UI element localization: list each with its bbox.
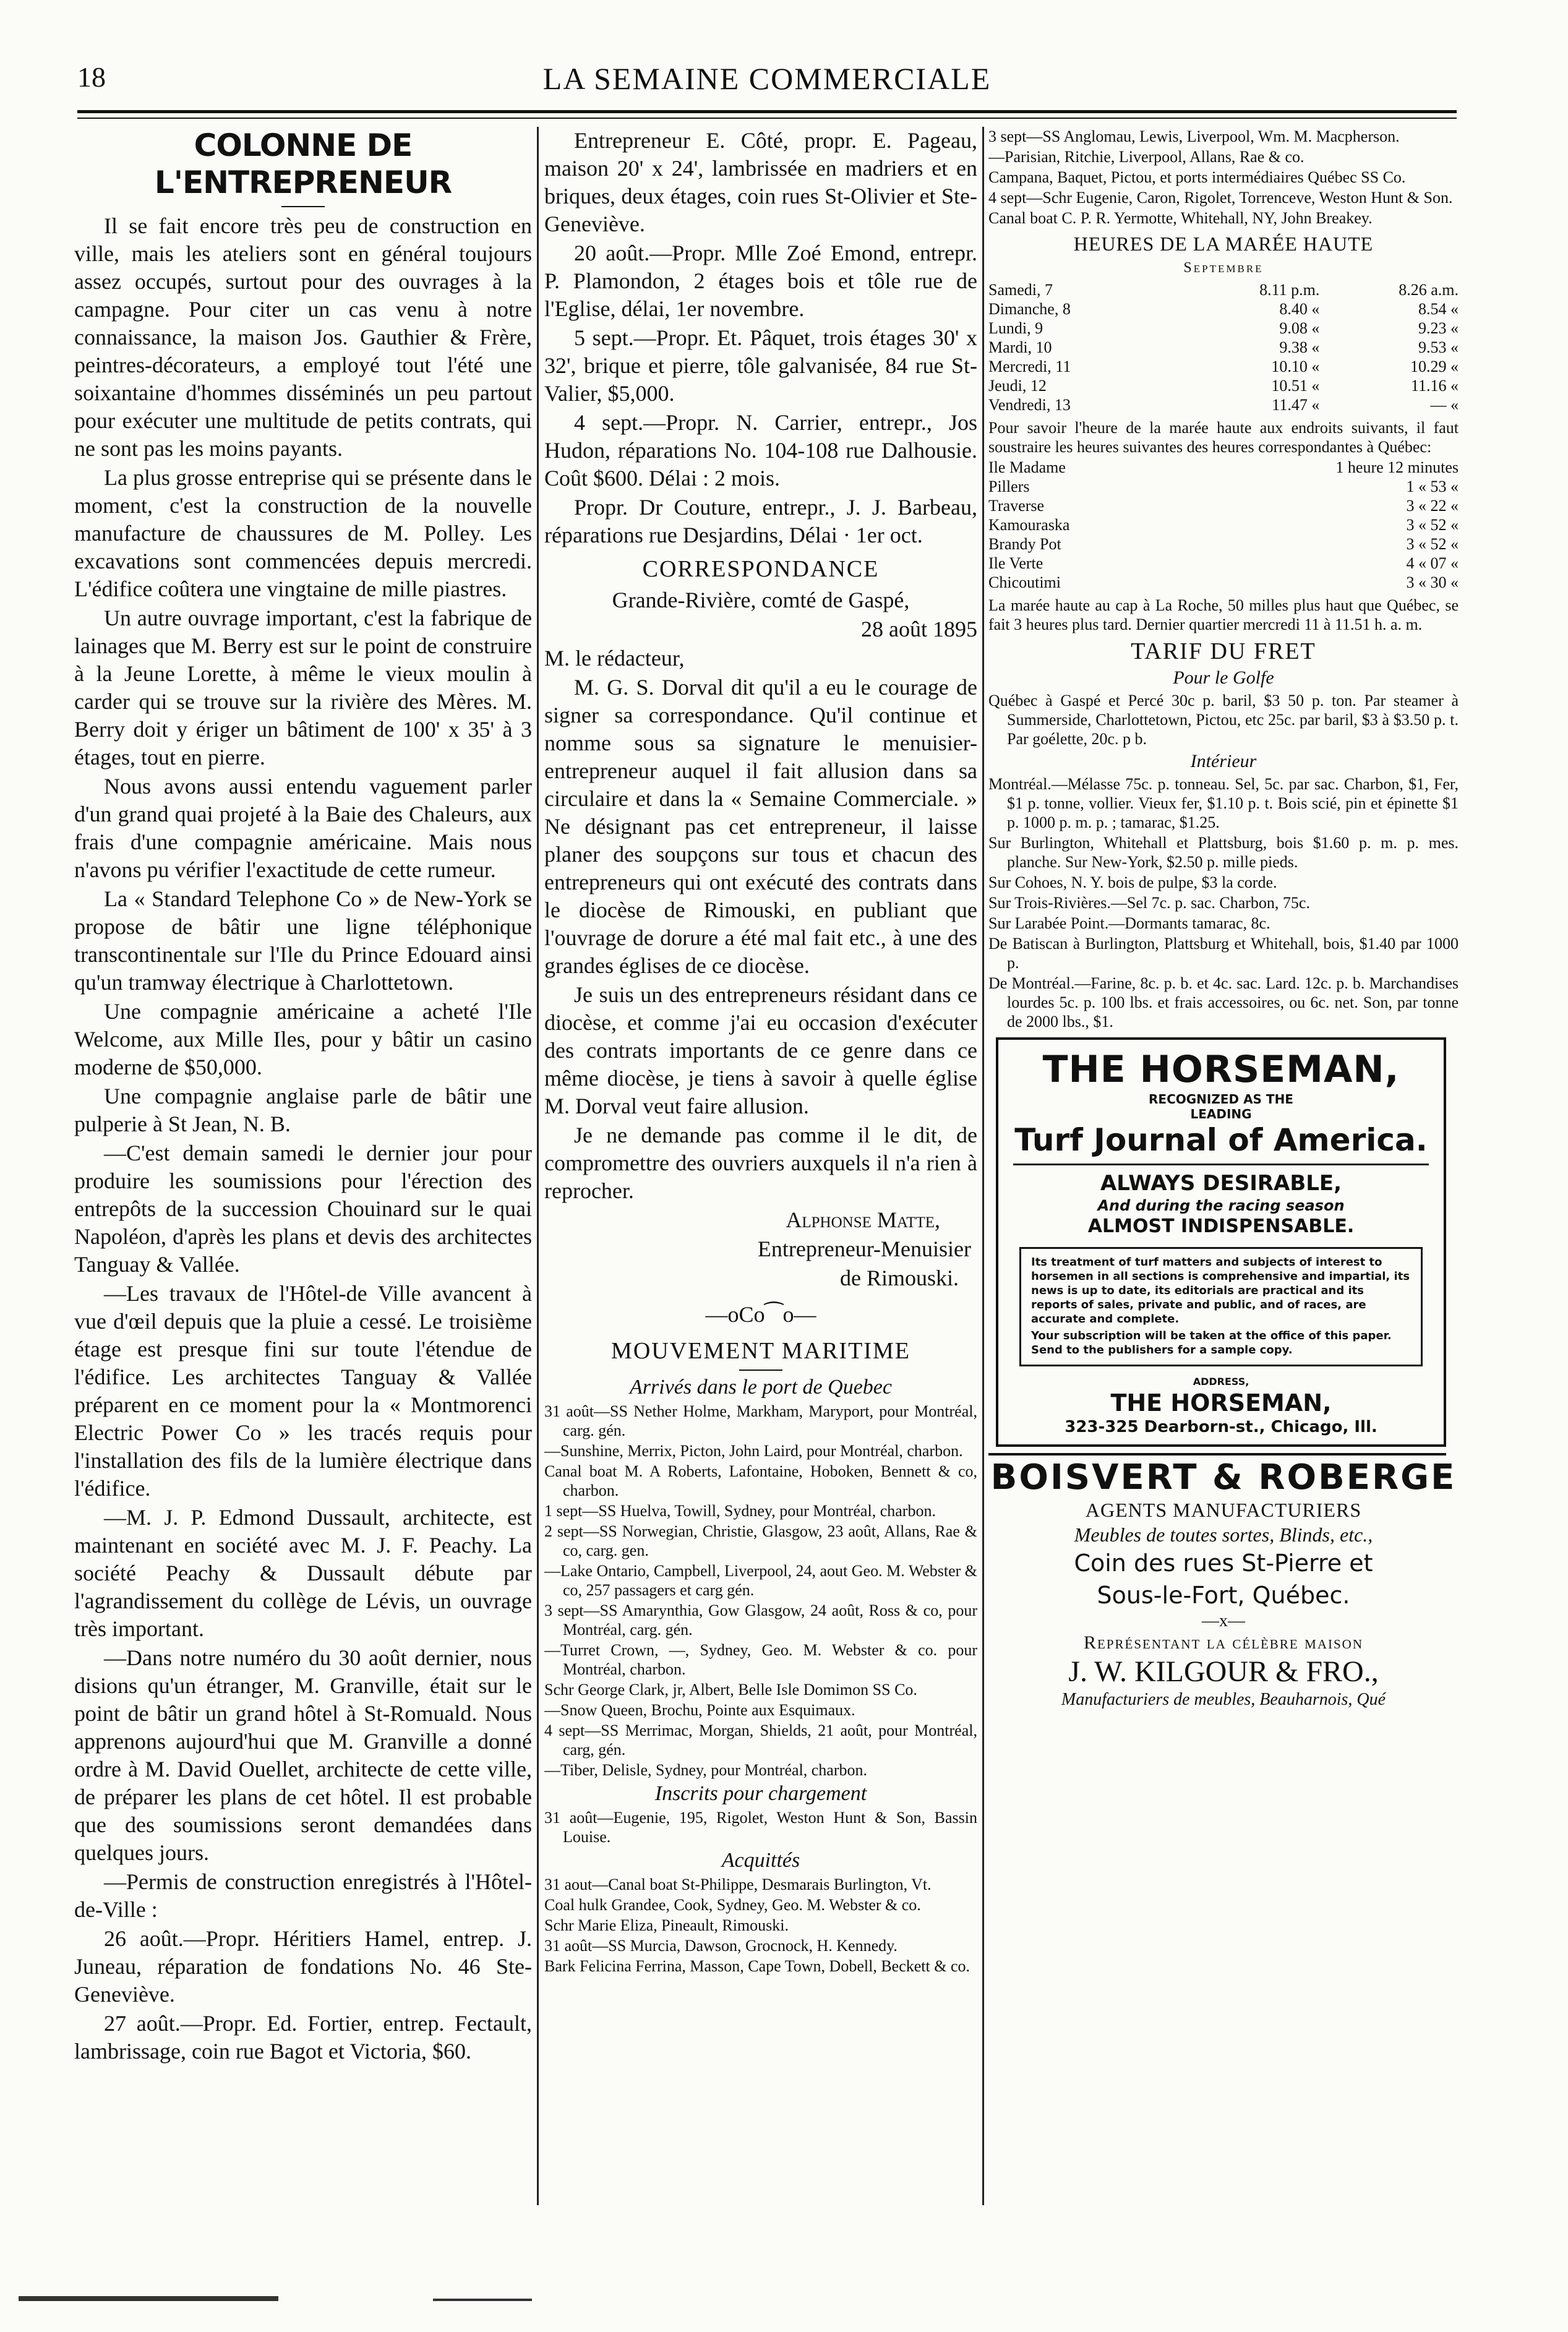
freight-golfe: [988, 691, 1459, 748]
freight-entry: Québec à Gaspé et Percé 30c p. baril, $3 50 p. ton. Par steamer à Summerside, Charlottetown, Pictou, etc 25c. par baril, $3 à $3.50 p. t. Par goélette, 20c. p b.: [988, 692, 1459, 748]
paragraph: —Dans notre numéro du 30 août dernier, nous disions qu'un étranger, M. Granville, était sur le point de bâtir un grand hôtel à St-Romuald. Nous apprenons aujourd'hui que M. Granville a donné ordre à M. David Ouellet, architecte de cette ville, de préparer les plans de cet hôtel. Il est probable que des soumissions seront demandées dans quelques jours.: [74, 1645, 532, 1865]
ad-text: ALWAYS DESIRABLE,: [1100, 1171, 1342, 1196]
table-cell: Brandy Pot: [988, 535, 1061, 553]
section-heading: TARIF DU FRET: [1131, 638, 1316, 664]
permit-entry: Propr. Dr Couture, entrepr., J. J. Barbeau, réparations rue Desjardins, Délai · 1er oct.: [544, 495, 977, 547]
ad-text: Meubles de toutes sortes, Blinds, etc.,: [1074, 1524, 1373, 1546]
subsection-heading: Inscrits pour chargement: [654, 1782, 867, 1805]
ad-title: THE HORSEMAN,: [1042, 1048, 1400, 1091]
shipping-entry: Canal boat C. P. R. Yermotte, Whitehall, NY, John Breakey.: [988, 209, 1373, 227]
letter-signature-title: Entrepreneur-Menuisier: [757, 1237, 971, 1261]
shipping-entry: 31 août—SS Murcia, Dawson, Grocnock, H. Kennedy.: [544, 1937, 898, 1955]
table-row: [988, 477, 1459, 496]
letter-salutation: M. le rédacteur,: [544, 646, 685, 671]
shipping-entry: Campana, Baquet, Pictou, et ports intermédiaires Québec SS Co.: [988, 168, 1406, 186]
header-rule: [77, 110, 1457, 113]
letter-signature: Alphonse Matte,: [786, 1207, 940, 1232]
shipping-entry: Coal hulk Grandee, Cook, Sydney, Geo. M. Webster & co.: [544, 1896, 921, 1914]
table-cell: 11.47 «: [1272, 396, 1320, 414]
permit-entry: 5 sept.—Propr. Et. Pâquet, trois étages 30' x 32', brique et pierre, tôle galvanisée, 84 rue St-Valier, $5,000.: [544, 325, 977, 406]
permit-entry: Entrepreneur E. Côté, propr. E. Pageau, maison 20' x 24', lambrissée en madriers et en briques, deux étages, coin rues St-Olivier et Ste-Geneviève.: [544, 128, 977, 236]
table-cell: Lundi, 9: [988, 319, 1043, 337]
departures-list: [988, 127, 1459, 228]
tide-month: Septembre: [1183, 260, 1264, 276]
table-cell: Pillers: [988, 478, 1030, 495]
ad-address-label: ADDRESS,: [1193, 1376, 1249, 1387]
subsection-heading: Pour le Golfe: [1173, 667, 1274, 688]
shipping-entry: 31 août—Eugenie, 195, Rigolet, Weston Hunt & Son, Bassin Louise.: [544, 1809, 977, 1846]
ad-text: LEADING: [1190, 1107, 1252, 1121]
tide-note: Pour savoir l'heure de la marée haute aux endroits suivants, il faut soustraire les heures suivantes des heures correspondantes à Québec:: [988, 419, 1459, 456]
table-cell: 9.08 «: [1279, 319, 1320, 337]
ad-title: BOISVERT & ROBERGE: [990, 1457, 1457, 1498]
newspaper-title: LA SEMAINE COMMERCIALE: [542, 61, 992, 96]
tide-footer: La marée haute au cap à La Roche, 50 milles plus haut que Québec, se fait 3 heures plus tard. Dernier quartier mercredi 11 à 11.51 h. a. m.: [988, 596, 1459, 633]
table-cell: 1 « 53 «: [1406, 478, 1459, 495]
shipping-entry: 4 sept—SS Merrimac, Morgan, Shields, 21 août, pour Montréal, carg, gén.: [544, 1721, 977, 1759]
shipping-entry: 3 sept—SS Anglomau, Lewis, Liverpool, Wm. M. Macpherson.: [988, 127, 1400, 145]
ornament: —x—: [1202, 1611, 1245, 1631]
table-cell: 3 « 52 «: [1406, 516, 1459, 534]
tide-table: [988, 280, 1459, 414]
column-divider: [537, 127, 539, 2205]
divider: [281, 206, 325, 207]
table-row: [988, 458, 1459, 477]
paragraph: La « Standard Telephone Co » de New-York se propose de bâtir une ligne téléphonique transcontinentale sur l'Ile du Prince Edouard ainsi qu'un tramway électrique à Charlottetown.: [74, 886, 532, 995]
freight-entry: Montréal.—Mélasse 75c. p. tonneau. Sel, 5c. par sac. Charbon, $1, Fer, $1 p. tonne, vollier. Vieux fer, $1.10 p. t. Bois scié, pin et épinette $1 p. 1000 p. m. p. ; tamarac, $1.25.: [988, 775, 1459, 831]
column-left: [74, 127, 532, 2205]
table-cell: Samedi, 7: [988, 281, 1053, 299]
paragraph: Nous avons aussi entendu vaguement parler d'un grand quai projeté à la Baie des Chaleurs, aux frais d'une compagnie américaine. Mais nous n'avons pu vérifier l'exactitude de cette rumeur.: [74, 774, 532, 882]
paragraph: Une compagnie anglaise parle de bâtir une pulperie à St Jean, N. B.: [74, 1084, 532, 1136]
table-cell: 10.10 «: [1271, 358, 1320, 375]
table-row: [988, 357, 1459, 376]
paragraph: M. G. S. Dorval dit qu'il a eu le courage de signer sa correspondance. Qu'il continue et nomme sous sa signature le menuisier-entrepreneur auquel il fait allusion dans sa circulaire et dans la « Semaine Commerciale. » Ne désignant pas cet entrepreneur, il laisse planer des soupçons sur tous et chacun des entrepreneurs qui ont exécuté des contrats dans le diocèse de Rimouski, en publiant que l'ouvrage de dorure a été mal fait etc., à une des grandes églises de ce diocèse.: [544, 675, 977, 978]
table-row: [988, 496, 1459, 515]
horseman-advertisement: [996, 1037, 1446, 1447]
ad-publisher-name: THE HORSEMAN,: [1110, 1389, 1332, 1417]
letter-signature-place: de Rimouski.: [839, 1266, 959, 1290]
permit-entry: 20 août.—Propr. Mlle Zoé Emond, entrepr. P. Plamondon, 2 étages bois et tôle rue de l'Eglise, délai, 1er novembre.: [544, 241, 977, 321]
ad-text: RECOGNIZED AS THE: [1149, 1092, 1293, 1107]
shipping-entry: —Tiber, Delisle, Sydney, pour Montréal, charbon.: [544, 1761, 868, 1779]
freight-entry: De Montréal.—Farine, 8c. p. b. et 4c. sac. Lard. 12c. p. b. Marchandises lourdes 5c. p. 100 lbs. et frais accessoires, ou 6c. net. Son, par tonne de 2000 lbs., $1.: [988, 974, 1459, 1031]
tide-heading: HEURES DE LA MARÉE HAUTE: [1073, 233, 1374, 255]
arrivals-list: [544, 1402, 977, 1780]
page-header: [77, 54, 1457, 104]
header-rule-thin: [77, 118, 1457, 119]
ad-subtitle: Turf Journal of America.: [1014, 1122, 1428, 1158]
table-cell: 4 « 07 «: [1406, 554, 1459, 572]
ad-subtitle: AGENTS MANUFACTURIERS: [1085, 1499, 1362, 1521]
freight-interieur: [988, 774, 1459, 1031]
column-middle: [544, 127, 977, 2205]
table-cell: 3 « 30 «: [1406, 573, 1459, 591]
table-row: [988, 515, 1459, 534]
freight-entry: Sur Cohoes, N. Y. bois de pulpe, $3 la corde.: [988, 873, 1277, 891]
section-heading: MOUVEMENT MARITIME: [611, 1338, 910, 1364]
table-cell: Mardi, 10: [988, 338, 1052, 356]
shipping-entry: Schr Marie Eliza, Pineault, Rimouski.: [544, 1916, 789, 1934]
table-cell: 11.16 «: [1410, 377, 1459, 395]
table-cell: 10.29 «: [1410, 358, 1459, 375]
table-cell: 9.23 «: [1418, 319, 1459, 337]
ad-address-line: Coin des rues St-Pierre et: [1074, 1550, 1373, 1577]
ad-address-line: Sous-le-Fort, Québec.: [1097, 1582, 1350, 1609]
shipping-entry: 1 sept—SS Huelva, Towill, Sydney, pour Montréal, charbon.: [544, 1502, 936, 1520]
table-row: [988, 554, 1459, 573]
shipping-entry: Bark Felicina Ferrina, Masson, Cape Town, Dobell, Beckett & co.: [544, 1957, 970, 1975]
scan-artifact: [433, 2299, 532, 2301]
table-row: [988, 573, 1459, 592]
shipping-entry: 31 aout—Canal boat St-Philippe, Desmarais Burlington, Vt.: [544, 1875, 932, 1893]
cleared-list: [544, 1875, 977, 1976]
paragraph: —M. J. P. Edmond Dussault, architecte, est maintenant en société avec M. J. F. Peachy. La société Peachy & Dussault débute par l'agrandissement du collège de Lévis, un ouvrage très important.: [74, 1505, 532, 1641]
section-heading: CORRESPONDANCE: [642, 556, 880, 582]
subsection-heading: Acquittés: [721, 1849, 800, 1872]
freight-entry: De Batiscan à Burlington, Plattsburg et Whitehall, bois, $1.40 par 1000 p.: [988, 935, 1459, 972]
subsection-heading: Intérieur: [1190, 751, 1257, 771]
loading-list: [544, 1808, 977, 1846]
shipping-entry: Canal boat M. A Roberts, Lafontaine, Hoboken, Bennett & co, charbon.: [544, 1462, 977, 1499]
table-cell: 1 heure 12 minutes: [1335, 458, 1459, 476]
ad-text: And during the racing season: [1097, 1197, 1345, 1214]
column-divider: [982, 127, 984, 2205]
paragraph: Un autre ouvrage important, c'est la fabrique de lainages que M. Berry est sur le point de construire à la Jeune Lorette, à même le vieux moulin à carder qui se trouve sur la rivière des Mères. M. Berry doit y ériger un bâtiment de 100' x 35' à 3 étages, tout en pierre.: [74, 606, 532, 769]
permit-list: [544, 127, 977, 549]
freight-entry: Sur Burlington, Whitehall et Plattsburg, bois $1.60 p. m. p. mes. planche. Sur New-York, $2.50 p. mille pieds.: [988, 834, 1459, 871]
table-cell: Ile Madame: [988, 458, 1066, 476]
paragraph: —Permis de construction enregistrés à l'Hôtel-de-Ville :: [74, 1869, 532, 1922]
table-row: [988, 534, 1459, 554]
shipping-entry: 4 sept—Schr Eugenie, Caron, Rigolet, Torrenceve, Weston Hunt & Son.: [988, 189, 1453, 207]
column-right: [988, 127, 1459, 2205]
freight-entry: Sur Trois-Rivières.—Sel 7c. p. sac. Charbon, 75c.: [988, 894, 1310, 912]
paragraph: —Les travaux de l'Hôtel-de Ville avancent à vue d'œil depuis que la pluie a cessé. Le troisième étage est presque fini sur toute l'étendue de l'édifice. Les architectes Tanguay & Vallée préparent en ce moment pour la « Montmorenci Electric Power Co » les tracés requis pour l'installation des fils de la lumière électrique dans l'édifice.: [74, 1281, 532, 1501]
table-row: [988, 319, 1459, 338]
ad-publisher-address: 323-325 Dearborn-st., Chicago, Ill.: [1065, 1418, 1377, 1436]
shipping-entry: 31 août—SS Nether Holme, Markham, Maryport, pour Montréal, carg. gén.: [544, 1402, 977, 1439]
letter-date: 28 août 1895: [861, 617, 977, 641]
table-row: [988, 280, 1459, 299]
shipping-entry: 2 sept—SS Norwegian, Christie, Glasgow, 23 août, Allans, Rae & co, carg. gen.: [544, 1522, 977, 1559]
ornament: —oCo⁀o—: [705, 1302, 816, 1327]
paragraph: La plus grosse entreprise qui se présente dans le moment, c'est la construction de la nouvelle manufacture de chaussures de M. Polley. Les excavations sont commencées depuis mercredi. L'édifice coûtera une vingtaine de mille piastres.: [74, 465, 532, 601]
ad-text: ALMOST INDISPENSABLE.: [1087, 1215, 1355, 1237]
table-cell: 3 « 52 «: [1406, 535, 1459, 553]
table-row: [988, 376, 1459, 395]
paragraph: Il se fait encore très peu de construction en ville, mais les ateliers sont en général toujours assez occupés, surtout pour des ouvrages à la campagne. Pour citer un cas venu à notre connaissance, la maison Jos. Gauthier & Frère, peintres-décorateurs, a employé tout l'été une soixantaine d'hommes disséminés un peu partout pour exécuter une multitude de petits contrats, qui ne sont pas les moins payants.: [74, 213, 532, 461]
table-cell: Ile Verte: [988, 554, 1043, 572]
table-cell: 8.54 «: [1418, 300, 1459, 318]
table-cell: Mercredi, 11: [988, 358, 1071, 375]
table-cell: Jeudi, 12: [988, 377, 1047, 395]
article-body: [74, 212, 532, 2065]
ad-description: Its treatment of turf matters and subjects of interest to horsemen in all sections is comprehensive and impartial, its news is up to date, its editorials are practical and its reports of sales, private and public, and of races, are accurate and complete.: [1031, 1256, 1410, 1326]
permit-entry: 4 sept.—Propr. N. Carrier, entrepr., Jos Hudon, réparations No. 104-108 rue Dalhousie. Coût $600. Délai : 2 mois.: [544, 410, 977, 491]
shipping-entry: —Parisian, Ritchie, Liverpool, Allans, Rae & co.: [988, 148, 1305, 166]
table-row: [988, 299, 1459, 319]
table-cell: Kamouraska: [988, 516, 1070, 534]
paragraph: 27 août.—Propr. Ed. Fortier, entrep. Fectault, lambrissage, coin rue Bagot et Victoria, $60.: [74, 2011, 532, 2064]
ad-text: Représentant la célèbre maison: [1084, 1632, 1363, 1653]
ad-text: Manufacturiers de meubles, Beauharnois, Qué: [1061, 1690, 1386, 1709]
tide-offset-table: [988, 458, 1459, 592]
table-cell: 9.53 «: [1418, 338, 1459, 356]
subsection-heading: Arrivés dans le port de Quebec: [630, 1376, 892, 1399]
shipping-entry: —Turret Crown, —, Sydney, Geo. M. Webster & co. pour Montréal, charbon.: [544, 1641, 977, 1678]
page-number: 18: [77, 61, 106, 93]
paragraph: Je suis un des entrepreneurs résidant dans ce diocèse, et comme j'ai eu occasion d'exécuter des contrats importants de ce genre dans ce même diocèse, je tiens à savoir à quelle église M. Dorval veut faire allusion.: [544, 982, 977, 1118]
shipping-entry: —Lake Ontario, Campbell, Liverpool, 24, aout Geo. M. Webster & co, 257 passagers et carg gén.: [544, 1562, 977, 1599]
section-heading: COLONNE DE L'ENTREPRENEUR: [154, 127, 452, 200]
paragraph: 26 août.—Propr. Héritiers Hamel, entrep. J. Juneau, réparation de fondations No. 46 Ste-Geneviève.: [74, 1926, 532, 2007]
table-cell: 10.51 «: [1271, 377, 1320, 395]
paragraph: Je ne demande pas comme il le dit, de compromettre des ouvriers auxquels il n'a rien à reprocher.: [544, 1123, 977, 1203]
shipping-entry: —Sunshine, Merrix, Picton, John Laird, pour Montréal, charbon.: [544, 1442, 963, 1460]
table-cell: Vendredi, 13: [988, 396, 1071, 414]
table-cell: Traverse: [988, 497, 1045, 515]
table-cell: — «: [1430, 396, 1459, 414]
shipping-entry: 3 sept—SS Amarynthia, Gow Glasgow, 24 août, Ross & co, pour Montréal, carg. gén.: [544, 1601, 977, 1639]
divider: [739, 1370, 782, 1371]
table-cell: Chicoutimi: [988, 573, 1061, 591]
scan-artifact: [19, 2296, 278, 2301]
shipping-entry: Schr George Clark, jr, Albert, Belle Isle Domimon SS Co.: [544, 1681, 917, 1699]
table-row: [988, 338, 1459, 357]
paragraph: Une compagnie américaine a acheté l'Ile Welcome, aux Mille Iles, pour y bâtir un casino moderne de $50,000.: [74, 999, 532, 1079]
paragraph: —C'est demain samedi le dernier jour pour produire les soumissions pour l'érection des entrepôts de la succession Chouinard sur le quai Napoléon, d'après les plans et devis des architectes Tanguay & Vallée.: [74, 1141, 532, 1277]
table-row: [988, 395, 1459, 414]
table-cell: 3 « 22 «: [1406, 497, 1459, 515]
ad-subscription-note: Your subscription will be taken at the office of this paper. Send to the publishers for a sample copy.: [1031, 1329, 1392, 1357]
table-cell: 8.11 p.m.: [1259, 281, 1320, 299]
letter-place: Grande-Rivière, comté de Gaspé,: [612, 588, 910, 612]
letter-body: [544, 674, 977, 1205]
ad-description-box: [1019, 1247, 1423, 1366]
table-cell: 8.40 «: [1279, 300, 1320, 318]
table-cell: 8.26 a.m.: [1399, 281, 1459, 299]
table-cell: Dimanche, 8: [988, 300, 1071, 318]
table-cell: 9.38 «: [1279, 338, 1320, 356]
shipping-entry: —Snow Queen, Brochu, Pointe aux Esquimaux.: [544, 1701, 855, 1719]
ad-company-name: J. W. KILGOUR & FRO.,: [1068, 1655, 1379, 1688]
freight-entry: Sur Larabée Point.—Dormants tamarac, 8c.: [988, 914, 1270, 932]
